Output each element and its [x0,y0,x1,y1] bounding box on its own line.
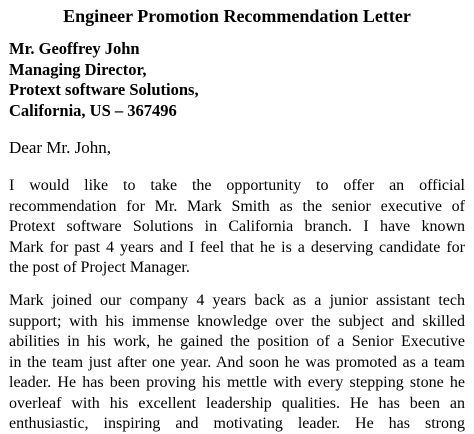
paragraph-line: overleaf with his excellent leadership qualities. He has been an [9,394,465,412]
paragraph-line: support; with his immense knowledge over the subject and skilled [9,312,465,330]
paragraph-line: abilities in his work, he gained the position of a Senior Executive [9,333,465,350]
paragraph-2 [9,291,465,434]
paragraph-line: Mark joined our company 4 years back as a junior assistant tech [9,292,465,309]
paragraph-line: Protext software Solutions in California branch. I have known [9,218,465,235]
paragraph-line: enthusiastic, inspiring and motivating leader. He has strong [9,415,465,432]
recipient-name: Mr. Geoffrey John [9,39,140,58]
paragraph-line: the post of Project Manager. [9,259,190,276]
paragraph-line: Mark for past 4 years and I feel that he is a deserving candidate for [9,238,465,256]
recipient-address [9,39,469,121]
salutation: Dear Mr. John, [9,138,111,157]
recipient-company: Protext software Solutions, [9,80,199,99]
paragraph-1 [9,176,465,279]
recipient-position: Managing Director, [9,59,147,79]
paragraph-line: I would like to take the opportunity to offer an official [9,177,465,194]
paragraph-line: in the team just after one year. And soon he was promoted as a team [9,353,465,371]
letter-title: Engineer Promotion Recommendation Letter [63,6,411,26]
paragraph-line: leader. He has been proving his mettle with every stepping stone he [9,374,465,391]
recipient-location: California, US – 367496 [9,100,177,120]
paragraph-line: recommendation for Mr. Mark Smith as the senior executive of [9,197,465,215]
